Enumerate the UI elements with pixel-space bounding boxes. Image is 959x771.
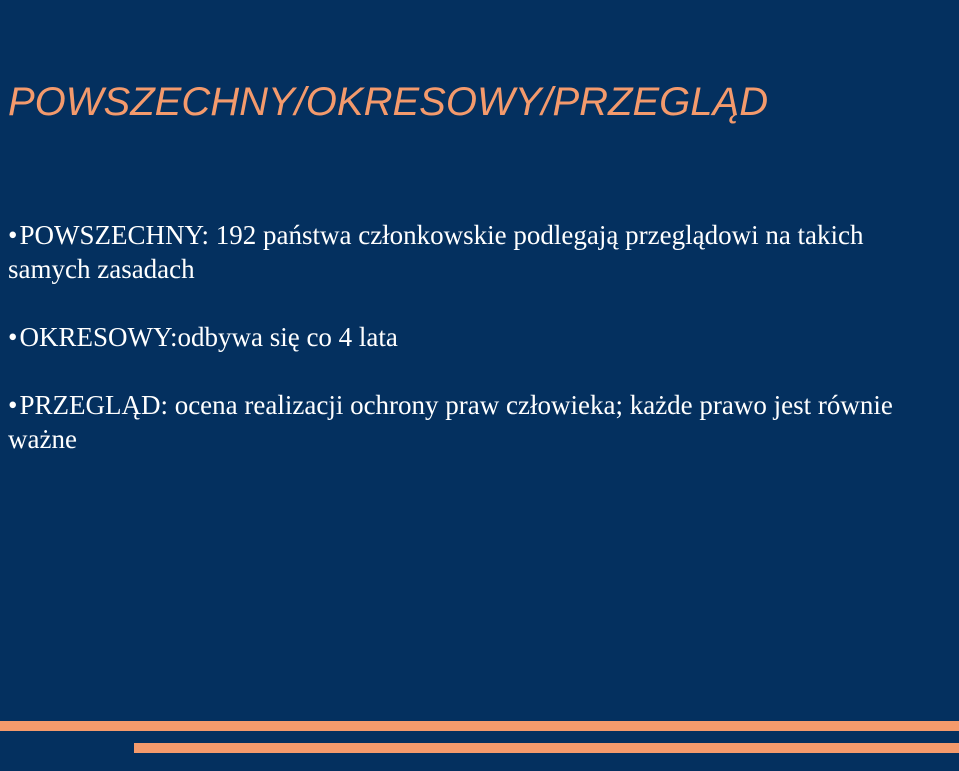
decorative-bar-bottom bbox=[134, 743, 959, 753]
bullet-item-przeglad: • PRZEGLĄD: ocena realizacji ochrony praw człowieka; każde prawo jest równie ważne bbox=[8, 388, 908, 456]
bullet-item-okresowy: • OKRESOWY:odbywa się co 4 lata bbox=[8, 320, 908, 354]
bullet-item-powszechny: • POWSZECHNY: 192 państwa członkowskie podlegają przeglądowi na takich samych zasadach bbox=[8, 218, 908, 286]
bullet-list bbox=[8, 218, 908, 490]
decorative-bar-top bbox=[0, 721, 959, 731]
slide-title: POWSZECHNY/OKRESOWY/PRZEGLĄD bbox=[8, 80, 769, 124]
